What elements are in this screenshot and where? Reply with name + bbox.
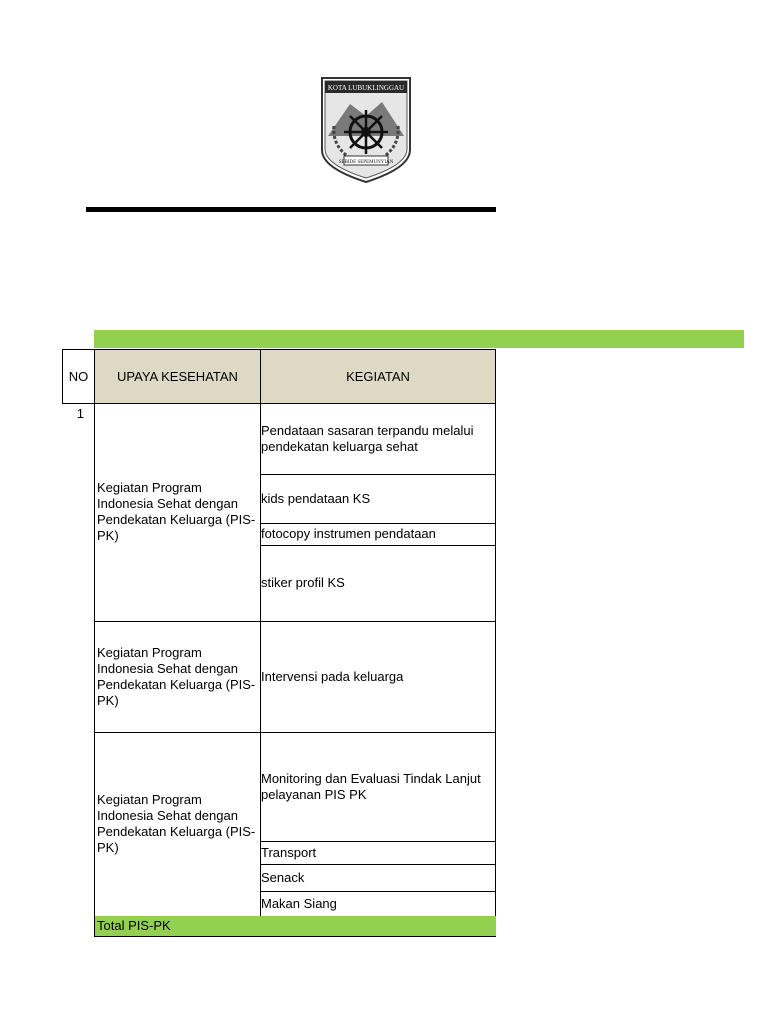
kegiatan-cell xyxy=(260,864,496,892)
kegiatan-text: Monitoring dan Evaluasi Tindak Lanjut pelayanan PIS PK xyxy=(261,770,481,802)
kegiatan-text: fotocopy instrumen pendataan xyxy=(261,526,436,541)
kegiatan-cell xyxy=(260,545,496,622)
kegiatan-text: Senack xyxy=(261,869,305,885)
kegiatan-cell xyxy=(260,732,496,842)
kegiatan-cell xyxy=(260,403,496,475)
kegiatan-text: Makan Siang xyxy=(261,895,337,911)
kegiatan-text: Intervensi pada keluarga xyxy=(261,668,404,684)
emblem-banner-text: KOTA LUBUKLINGGAU xyxy=(327,84,405,92)
kegiatan-cell xyxy=(260,621,496,733)
kegiatan-cell xyxy=(260,841,496,865)
upaya-cell-1 xyxy=(94,403,261,622)
kegiatan-text: kids pendataan KS xyxy=(261,490,371,506)
header-no: NO xyxy=(62,349,95,404)
header-kegiatan: KEGIATAN xyxy=(260,349,496,404)
green-header-band xyxy=(94,330,744,348)
total-row-label: Total PIS-PK xyxy=(94,916,496,937)
city-emblem-logo xyxy=(320,76,412,184)
kegiatan-cell xyxy=(260,474,496,524)
emblem-motto-text: SEBIDE SEPEMUNYIAN xyxy=(338,160,394,165)
upaya-text-3: Kegiatan Program Indonesia Sehat dengan Pendekatan Keluarga (PIS-PK) xyxy=(97,792,256,855)
upaya-text-1: Kegiatan Program Indonesia Sehat dengan Pendekatan Keluarga (PIS-PK) xyxy=(97,480,256,543)
upaya-cell-3 xyxy=(94,732,261,917)
header-divider-line xyxy=(86,207,496,212)
upaya-cell-2 xyxy=(94,621,261,733)
row-number: 1 xyxy=(76,406,84,421)
upaya-text-2: Kegiatan Program Indonesia Sehat dengan Pendekatan Keluarga (PIS-PK) xyxy=(97,644,256,708)
kegiatan-text: Transport xyxy=(261,844,317,860)
kegiatan-text: Pendataan sasaran terpandu melalui pendekatan keluarga sehat xyxy=(261,422,474,454)
kegiatan-cell xyxy=(260,891,496,917)
kegiatan-cell xyxy=(260,523,496,546)
header-upaya-kesehatan: UPAYA KESEHATAN xyxy=(94,349,261,404)
kegiatan-text: stiker profil KS xyxy=(261,575,345,590)
